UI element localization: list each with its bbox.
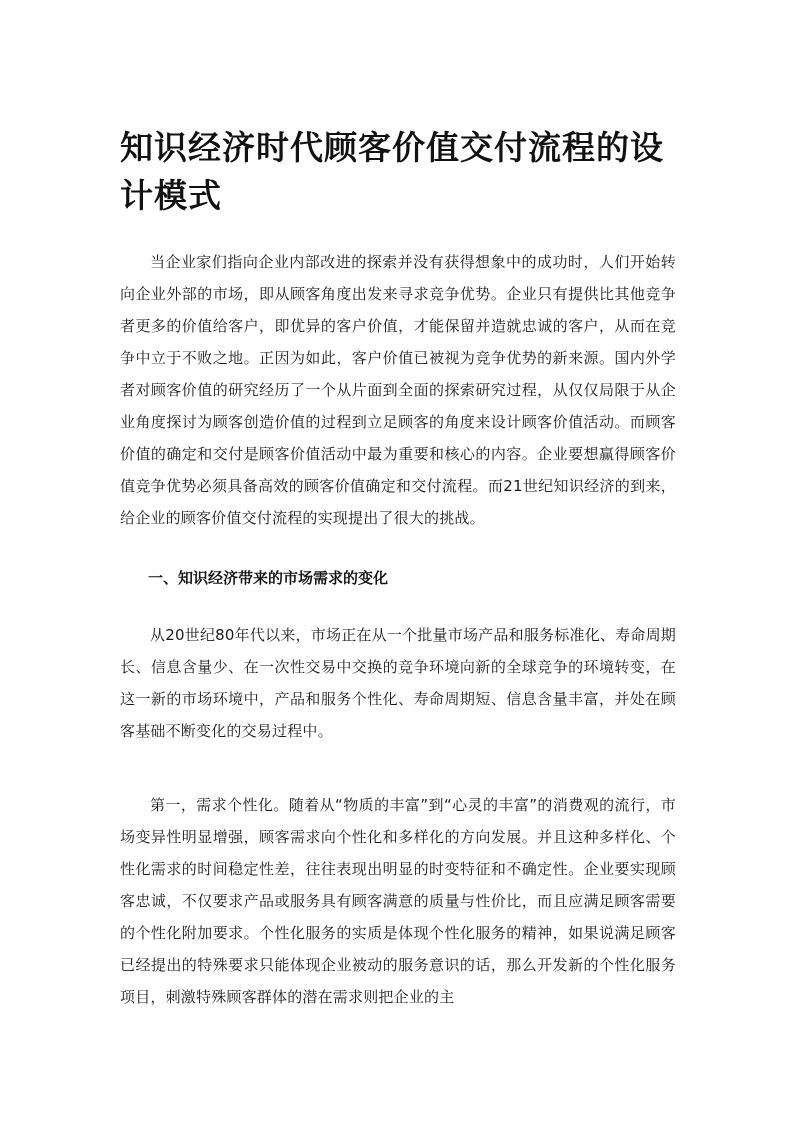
document-title: 知识经济时代顾客价值交付流程的设计模式 xyxy=(120,128,664,215)
section-heading: 一、知识经济带来的市场需求的变化 xyxy=(148,569,389,587)
paragraph-market-shift: 从20世纪80年代以来，市场正在从一个批量市场产品和服务标准化、寿命周期长、信息含量少、在一次性交易中交换的竞争环境向新的全球竞争的环境转变，在这一新的市场环境中，产品和服务个性化、寿命周期短、信息含量丰富，并处在顾客基础不断变化的交易过程中。 xyxy=(120,626,676,740)
paragraph-intro: 当企业家们指向企业内部改进的探索并没有获得想象中的成功时，人们开始转向企业外部的市场，即从顾客角度出发来寻求竞争优势。企业只有提供比其他竞争者更多的价值给客户，即优异的客户价值，才能保留并造就忠诚的客户，从而在竞争中立于不败之地。正因为如此，客户价值已被视为竞争优势的新来源。国内外学者对顾客价值的研究经历了一个从片面到全面的探索研究过程，从仅仅局限于从企业角度探讨为顾客创造价值的过程到立足顾客的角度来设计顾客价值活动。而顾客价值的确定和交付是顾客价值活动中最为重要和核心的内容。企业要想赢得顾客价值竞争优势必须具备高效的顾客价值确定和交付流程。而21世纪知识经济的到来，给企业的顾客价值交付流程的实现提出了很大的挑战。 xyxy=(120,253,676,527)
paragraph-personalization: 第一，需求个性化。随着从“物质的丰富”到“心灵的丰富”的消费观的流行，市场变异性明显增强，顾客需求向个性化和多样化的方向发展。并且这种多样化、个性化需求的时间稳定性差，往往表现出明显的时变特征和不确定性。企业要实现顾客忠诚，不仅要求产品或服务具有顾客满意的质量与性价比，而且应满足顾客需要的个性化附加要求。个性化服务的实质是体现个性化服务的精神，如果说满足顾客已经提出的特殊要求只能体现企业被动的服务意识的话，那么开发新的个性化服务项目，刺激特殊顾客群体的潜在需求则把企业的主 xyxy=(120,796,676,1006)
